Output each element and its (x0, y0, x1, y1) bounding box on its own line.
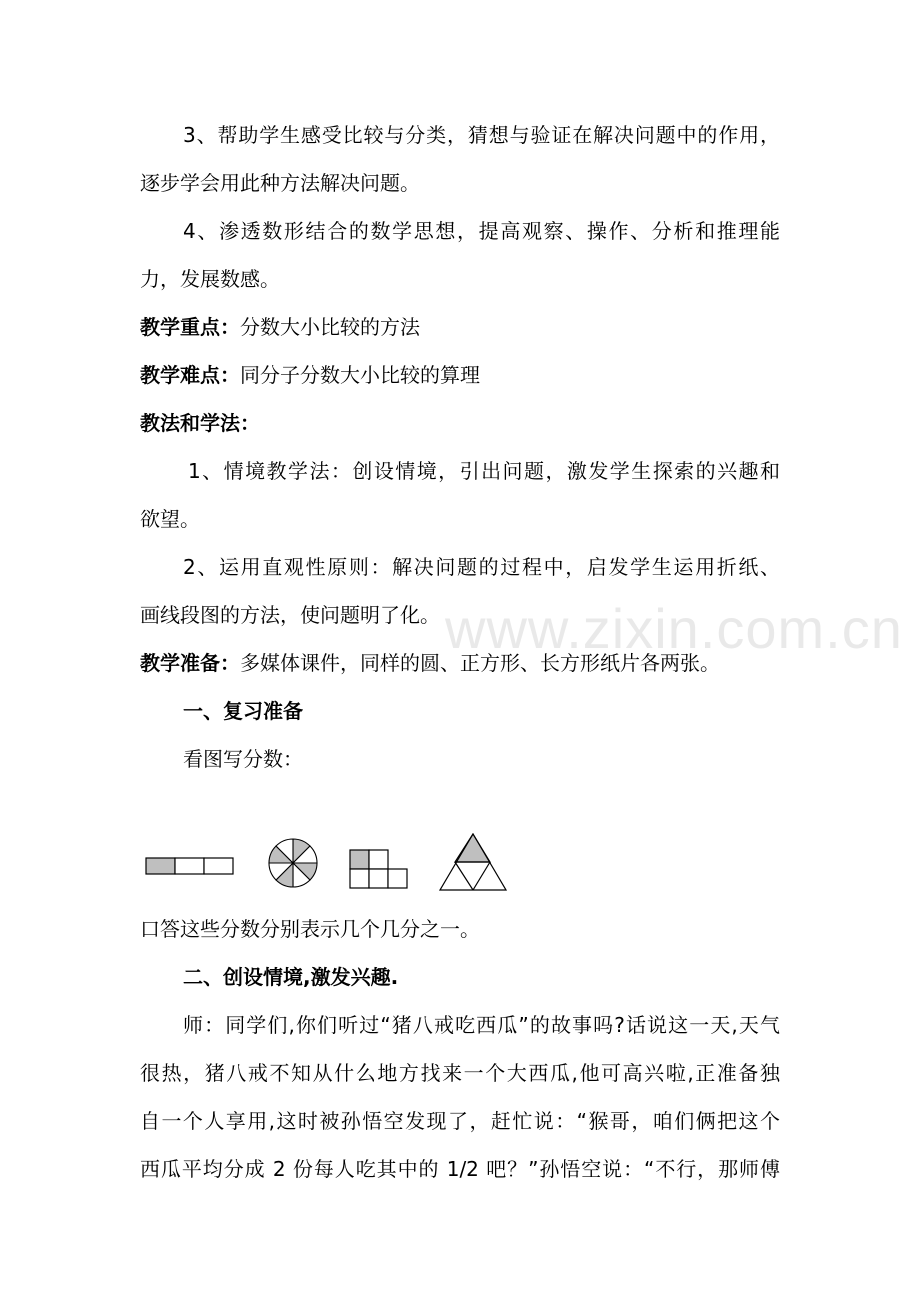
story-line-1: 师：同学们,你们听过“猪八戒吃西瓜”的故事吗?话说这一天,天气 (183, 1013, 780, 1037)
preparation (140, 650, 780, 676)
square-part (369, 869, 388, 888)
method-1-line-2: 欲望。 (140, 507, 200, 531)
squares-figure (350, 850, 407, 888)
oral-answer: 口答这些分数分别表示几个几分之一。 (140, 917, 480, 941)
section-1-title: 一、复习准备 (183, 699, 303, 723)
key-point (140, 314, 780, 340)
circle-figure (269, 839, 317, 887)
methods-label: 教法和学法： (140, 411, 260, 435)
method-2-line-1: 2、运用直观性原则：解决问题的过程中，启发学生运用折纸、 (183, 555, 780, 579)
story-line-3: 自一个人享用,这时被孙悟空发现了，赶忙说：“猴哥，咱们俩把这个 (140, 1109, 780, 1133)
story-line-2: 很热，猪八戒不知从什么地方找来一个大西瓜,他可高兴啦,正准备独 (140, 1061, 780, 1085)
watermark: www.zixin.com.cn (445, 597, 903, 660)
key-point-text: 分数大小比较的方法 (240, 315, 420, 339)
section-2-title: 二、创设情境,激发兴趣. (183, 965, 399, 989)
method-1-line-1: 1、情境教学法：创设情境，引出问题，激发学生探索的兴趣和 (188, 459, 780, 483)
square-part (388, 869, 407, 888)
triangle-midline (455, 862, 473, 890)
square-part (350, 869, 369, 888)
methods-heading (140, 410, 780, 436)
preparation-label: 教学准备： (140, 651, 240, 675)
triangle-figure (440, 834, 506, 890)
look-and-write: 看图写分数： (183, 747, 303, 771)
difficulty-text: 同分子分数大小比较的算理 (240, 363, 480, 387)
fraction-figures (140, 832, 520, 896)
objective-4-line-1: 4、渗透数形结合的数学思想，提高观察、操作、分析和推理能 (183, 219, 780, 243)
objective-3-line-2: 逐步学会用此种方法解决问题。 (140, 171, 420, 195)
story-line-4: 西瓜平均分成 2 份每人吃其中的 1/2 吧？”孙悟空说：“不行，那师傅 (140, 1157, 780, 1181)
bar-part (175, 858, 204, 874)
bar-part-shaded (146, 858, 175, 874)
objective-3-line-1: 3、帮助学生感受比较与分类，猜想与验证在解决问题中的作用， (183, 123, 780, 147)
section-1-heading (183, 698, 823, 724)
triangle-midline (473, 862, 490, 890)
section-2-heading (183, 964, 823, 990)
objective-4-line-2: 力，发展数感。 (140, 267, 280, 291)
difficulty-label: 教学难点： (140, 363, 240, 387)
square-part (369, 850, 388, 869)
bar-figure (146, 858, 233, 874)
key-point-label: 教学重点： (140, 315, 240, 339)
triangle-part-shaded (455, 834, 490, 862)
method-2-line-2: 画线段图的方法，使问题明了化。 (140, 603, 440, 627)
bar-part (204, 858, 233, 874)
preparation-text: 多媒体课件，同样的圆、正方形、长方形纸片各两张。 (240, 651, 720, 675)
square-part-shaded (350, 850, 369, 869)
difficulty (140, 362, 780, 388)
